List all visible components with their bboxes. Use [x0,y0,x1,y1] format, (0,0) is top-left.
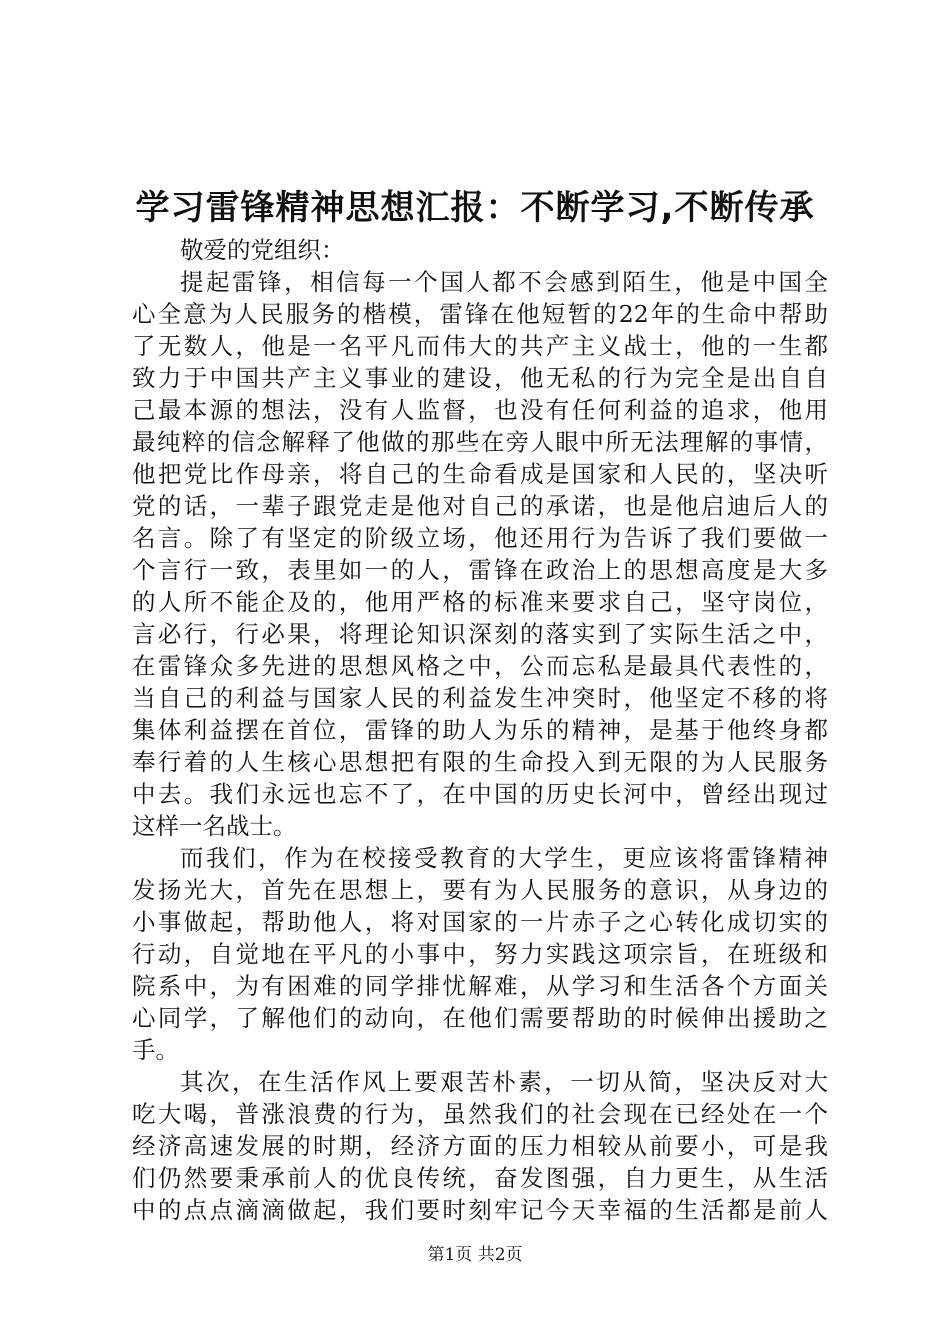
body-text-line: 敬爱的党组织： [180,236,345,264]
body-text-line: 手。 [132,1036,179,1064]
body-text-line: 中的点点滴滴做起，我们要时刻牢记今天幸福的生活都是前人 [132,1196,828,1224]
body-text-line: 他把党比作母亲，将自己的生命看成是国家和人民的，坚决听 [132,460,828,488]
document-title: 学习雷锋精神思想汇报：不断学习,不断传承 [135,188,815,228]
body-text-line: 行动，自觉地在平凡的小事中，努力实践这项宗旨，在班级和 [132,940,828,968]
body-text-line: 集体利益摆在首位，雷锋的助人为乐的精神，是基于他终身都 [132,716,828,744]
body-text-line: 吃大喝，普涨浪费的行为，虽然我们的社会现在已经处在一个 [132,1100,828,1128]
body-text-line: 这样一名战士。 [132,812,297,840]
body-text-line: 经济高速发展的时期，经济方面的压力相较从前要小，可是我 [132,1132,828,1160]
body-text-line: 小事做起，帮助他人，将对国家的一片赤子之心转化成切实的 [132,908,828,936]
body-text-line: 其次，在生活作风上要艰苦朴素，一切从简，坚决反对大 [180,1068,828,1096]
body-text-line: 们仍然要秉承前人的优良传统，奋发图强，自力更生，从生活 [132,1164,828,1192]
body-text-line: 院系中，为有困难的同学排忧解难，从学习和生活各个方面关 [132,972,828,1000]
body-text-line: 中去。我们永远也忘不了，在中国的历史长河中，曾经出现过 [132,780,828,808]
body-text-line: 而我们，作为在校接受教育的大学生，更应该将雷锋精神 [180,844,828,872]
body-text-line: 致力于中国共产主义事业的建设，他无私的行为完全是出自自 [132,364,828,392]
body-text-line: 党的话，一辈子跟党走是他对自己的承诺，也是他启迪后人的 [132,492,828,520]
body-text-line: 个言行一致，表里如一的人，雷锋在政治上的思想高度是大多 [132,556,828,584]
body-text-line: 名言。除了有坚定的阶级立场，他还用行为告诉了我们要做一 [132,524,828,552]
body-text-line: 当自己的利益与国家人民的利益发生冲突时，他坚定不移的将 [132,684,828,712]
page-footer: 第1页 共2页 [427,1245,523,1265]
body-text-line: 心全意为人民服务的楷模，雷锋在他短暂的22年的生命中帮助 [132,300,828,328]
body-text-line: 提起雷锋，相信每一个国人都不会感到陌生，他是中国全 [180,268,828,296]
body-text-line: 发扬光大，首先在思想上，要有为人民服务的意识，从身边的 [132,876,828,904]
document-body [132,234,828,1226]
body-text-line: 了无数人，他是一名平凡而伟大的共产主义战士，他的一生都 [132,332,828,360]
body-text-line: 心同学，了解他们的动向，在他们需要帮助的时候伸出援助之 [132,1004,828,1032]
body-text-line: 在雷锋众多先进的思想风格之中，公而忘私是最具代表性的， [132,652,828,680]
body-text-line: 的人所不能企及的，他用严格的标准来要求自己，坚守岗位， [132,588,828,616]
body-text-line: 己最本源的想法，没有人监督，也没有任何利益的追求，他用 [132,396,828,424]
body-text-line: 最纯粹的信念解释了他做的那些在旁人眼中所无法理解的事情， [132,428,828,456]
body-text-line: 言必行，行必果，将理论知识深刻的落实到了实际生活之中， [132,620,828,648]
body-text-line: 奉行着的人生核心思想把有限的生命投入到无限的为人民服务 [132,748,828,776]
